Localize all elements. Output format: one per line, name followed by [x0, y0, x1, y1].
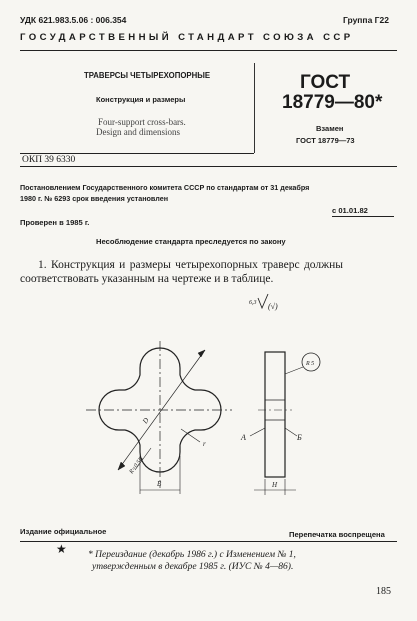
- gost-number: 18779—80*: [282, 92, 383, 113]
- label-radius: R=0,5B: [128, 456, 145, 476]
- gost-label: ГОСТ: [300, 72, 351, 93]
- label-d: D: [141, 416, 151, 426]
- reprint-notice: Перепечатка воспрещена: [289, 530, 385, 539]
- okp-code: ОКП 39 6330: [22, 155, 76, 165]
- replaces-value: ГОСТ 18779—73: [296, 136, 355, 145]
- udk-code: УДК 621.983.5.06 : 006.354: [20, 15, 127, 25]
- title-en-line1: Four-support cross-bars.: [98, 117, 186, 127]
- reissue-note-line1: * Переиздание (декабрь 1986 г.) с Изменением № 1,: [88, 550, 296, 560]
- effective-date: с 01.01.82: [332, 206, 368, 215]
- clause1-line2: соответствовать указанным на чертеже и в таблице.: [20, 273, 274, 285]
- decree-line2: 1980 г. № 6293 срок введения установлен: [20, 194, 169, 203]
- group-code: Группа Г22: [343, 15, 389, 25]
- footer-rule: [20, 541, 397, 542]
- roughness-general: (√): [268, 302, 278, 311]
- decree-line1: Постановлением Государственного комитета СССР по стандартам от 31 декабря: [20, 183, 310, 192]
- label-b-side: Б: [297, 433, 302, 442]
- clause1-line1: 1. Конструкция и размеры четырехопорных траверс должны: [38, 259, 343, 271]
- roughness-mark-icon: [258, 294, 268, 308]
- roughness-value: 6,3: [249, 300, 257, 306]
- label-b: B: [157, 480, 162, 488]
- title-en-line2: Design and dimensions: [96, 127, 180, 137]
- subtitle-ru: Конструкция и размеры: [96, 95, 186, 104]
- law-notice: Несоблюдение стандарта преследуется по закону: [96, 237, 286, 246]
- checked-note: Проверен в 1985 г.: [20, 218, 90, 227]
- replaces-label: Взамен: [316, 124, 344, 133]
- title-ru: ТРАВЕРСЫ ЧЕТЫРЕХОПОРНЫЕ: [84, 71, 211, 80]
- star-icon: ★: [56, 542, 67, 556]
- reissue-note-line2: утвержденным в декабре 1985 г. (ИУС № 4—86).: [92, 562, 294, 572]
- label-h: H: [272, 481, 278, 489]
- official-edition: Издание официальное: [20, 527, 107, 536]
- side-view-body: [265, 352, 285, 477]
- a-leader: [250, 428, 265, 436]
- b-side-leader: [285, 428, 297, 436]
- label-r5: R 5: [306, 361, 315, 367]
- page-number: 185: [376, 586, 391, 597]
- state-standard-banner: ГОСУДАРСТВЕННЫЙ СТАНДАРТ СОЮЗА ССР: [20, 32, 354, 43]
- label-r: r: [203, 440, 206, 448]
- label-a: A: [241, 433, 246, 442]
